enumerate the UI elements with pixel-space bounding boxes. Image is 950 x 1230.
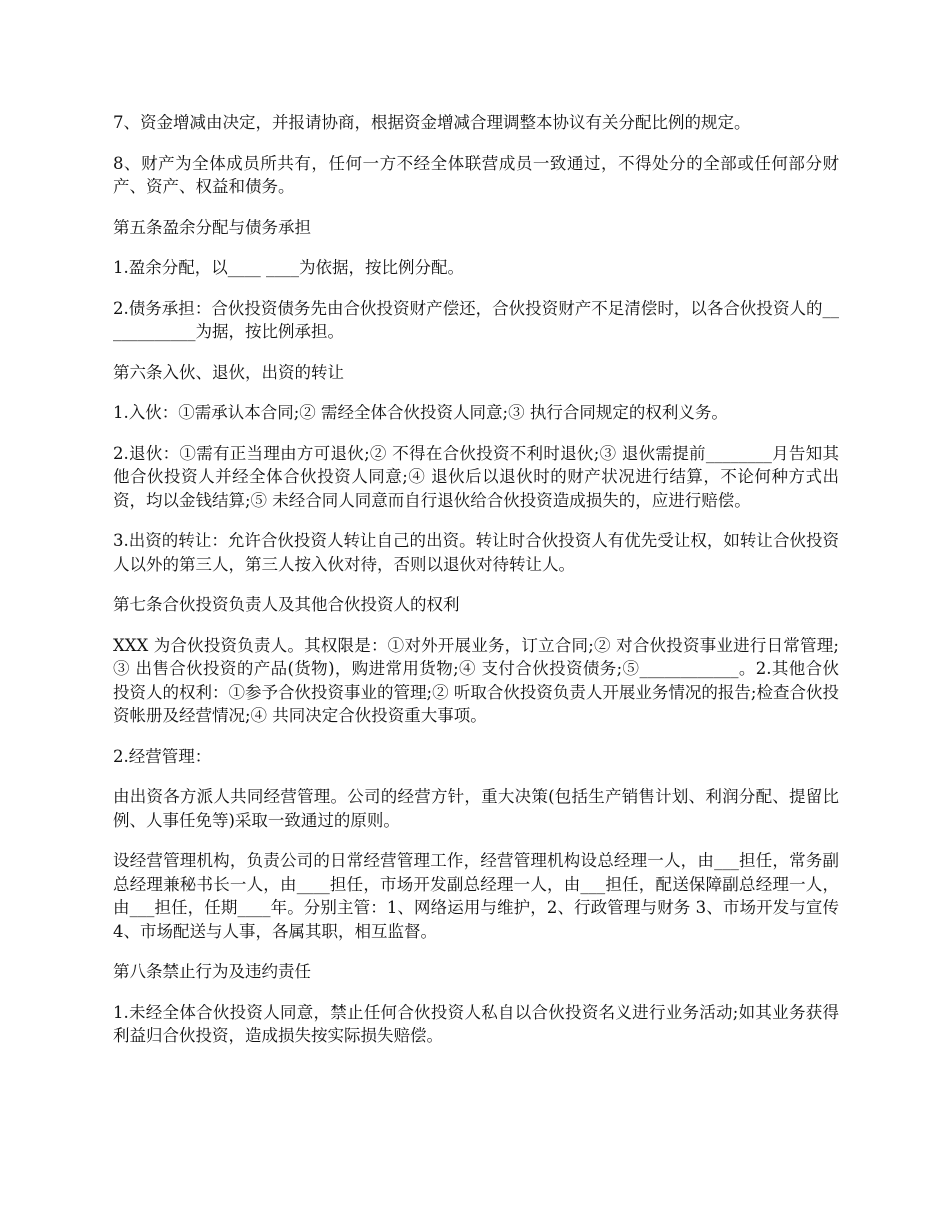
article-6-item-1: 1.入伙：①需承认本合同;② 需经全体合伙投资人同意;③ 执行合同规定的权利义务。: [113, 403, 728, 422]
article-8-heading: 第八条禁止行为及违约责任: [113, 962, 311, 981]
article-7-heading: 第七条合伙投资负责人及其他合伙投资人的权利: [113, 595, 460, 614]
clause-8-property-ownership: 8、财产为全体成员所共有，任何一方不经全体联营成员一致通过，不得处分的全部或任何部分财产、资产、权益和债务。: [113, 153, 839, 196]
management-principle: 由出资各方派人共同经营管理。公司的经营方针，重大决策(包括生产销售计划、利润分配、提留比例、人事任免等)采取一致通过的原则。: [113, 787, 839, 830]
article-6-heading: 第六条入伙、退伙，出资的转让: [113, 362, 344, 382]
article-6-item-2: 2.退伙：①需有正当理由方可退伙;② 不得在合伙投资不利时退伙;③ 退伙需提前________月告知其他合伙投资人并经全体合伙投资人同意;④ 退伙后以退伙时的财产状况进行结算，不论何种方式出资，均以金钱结算;⑤ 未经合同人同意而自行退伙给合伙投资造成损失的，应进行赔偿。: [113, 443, 839, 510]
document-page: [113, 111, 839, 1065]
article-5-heading: 第五条盈余分配与债务承担: [113, 217, 311, 237]
article-7-body: XXX 为合伙投资负责人。其权限是：①对外开展业务，订立合同;② 对合伙投资事业进行日常管理;③ 出售合伙投资的产品(货物)，购进常用货物;④ 支付合伙投资债务;⑤____________。2.其他合伙投资人的权利：①参予合伙投资事业的管理;② 听取合伙投资负责人开展业务情况的报告;检查合伙投资帐册及经营情况;④ 共同决定合伙投资重大事项。: [113, 635, 839, 725]
article-6-item-3: 3.出资的转让：允许合伙投资人转让自己的出资。转让时合伙投资人有优先受让权，如转让合伙投资人以外的第三人，第三人按入伙对待，否则以退伙对待转让人。: [113, 531, 839, 574]
article-8-item-1: 1.未经全体合伙投资人同意，禁止任何合伙投资人私自以合伙投资名义进行业务活动;如其业务获得利益归合伙投资，造成损失按实际损失赔偿。: [113, 1002, 839, 1045]
clause-7-capital-change: 7、资金增减由决定，并报请协商，根据资金增减合理调整本协议有关分配比例的规定。: [113, 113, 751, 132]
article-5-item-2: 2.债务承担：合伙投资债务先由合伙投资财产偿还，合伙投资财产不足清偿时，以各合伙投资人的____________为据，按比例承担。: [113, 298, 839, 341]
management-structure: 设经营管理机构，负责公司的日常经营管理工作，经营管理机构设总经理一人，由___担任，常务副总经理兼秘书长一人，由____担任，市场开发副总经理一人，由___担任，配送保障副总经理一人，由___担任，任期____年。分别主管：1、网络运用与维护，2、行政管理与财务 3、市场开发与宣传 4、市场配送与人事，各属其职，相互监督。: [113, 851, 839, 941]
article-5-item-1: 1.盈余分配，以____ ____为依据，按比例分配。: [113, 258, 464, 277]
management-heading: 2.经营管理：: [113, 746, 212, 766]
